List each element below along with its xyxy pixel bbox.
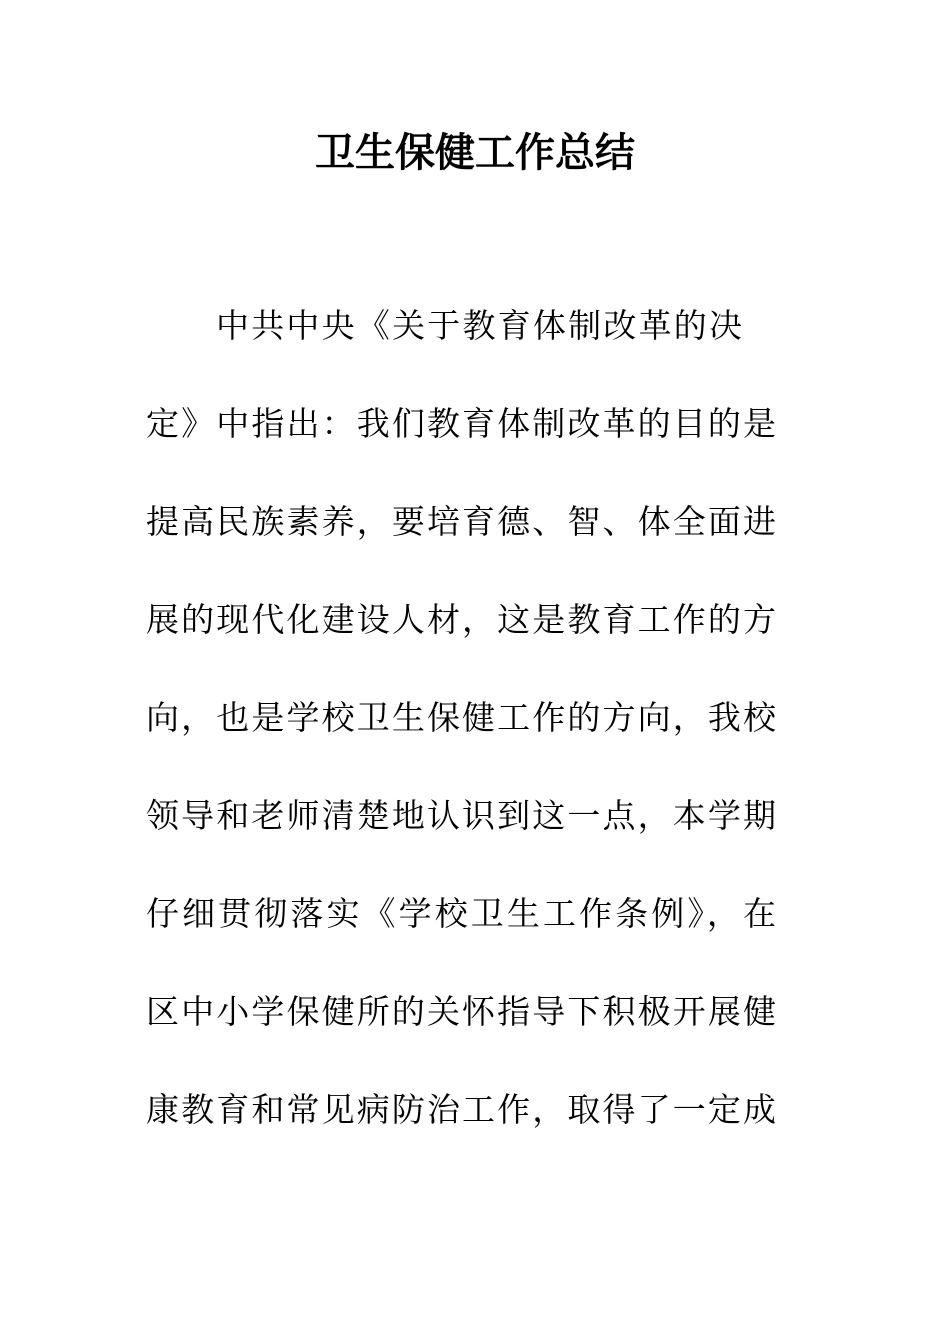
document-title: 卫生保健工作总结	[315, 129, 635, 176]
paragraph-line: 提高民族素养，要培育德、智、体全面进	[146, 502, 776, 541]
paragraph-line: 向，也是学校卫生保健工作的方向，我校	[146, 698, 776, 737]
paragraph-line: 仔细贯彻落实《学校卫生工作条例》，在	[146, 894, 776, 933]
paragraph-line: 领导和老师清楚地认识到这一点，本学期	[146, 796, 776, 835]
paragraph-line: 中共中央《关于教育体制改革的决	[216, 306, 742, 345]
paragraph-line: 康教育和常见病防治工作，取得了一定成	[146, 1090, 776, 1129]
paragraph-line: 定》中指出：我们教育体制改革的目的是	[146, 404, 776, 443]
paragraph-line: 展的现代化建设人材，这是教育工作的方	[146, 600, 776, 639]
paragraph-line: 区中小学保健所的关怀指导下积极开展健	[146, 992, 776, 1031]
